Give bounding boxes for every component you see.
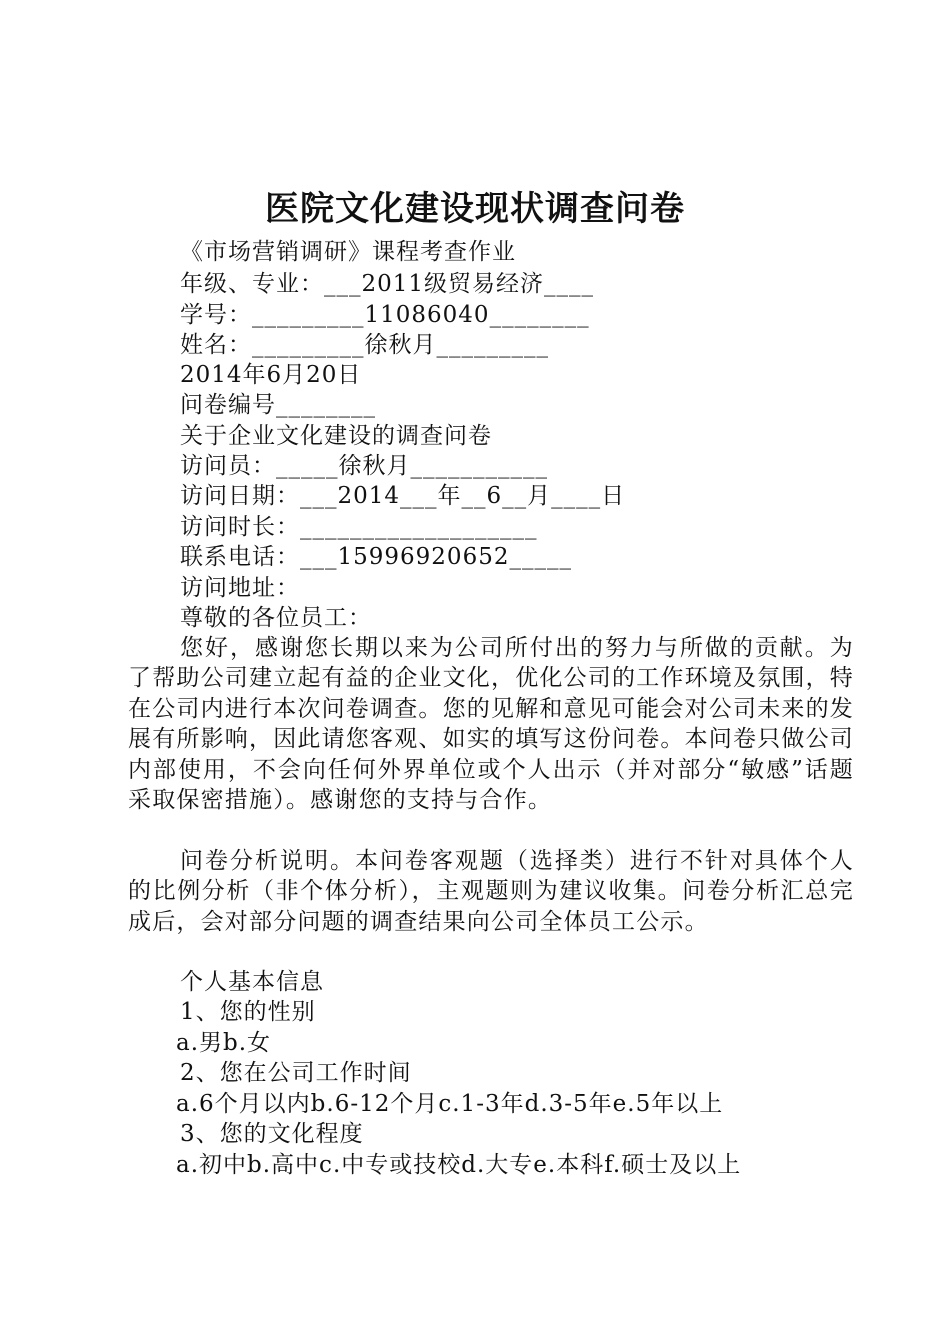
question-1: 1、您的性别 bbox=[180, 999, 316, 1025]
question-1-options: a.男b.女 bbox=[176, 1030, 272, 1056]
address-line: 访问地址： bbox=[180, 575, 300, 601]
subject-line: 关于企业文化建设的调查问卷 bbox=[180, 423, 492, 449]
grade-major-line: 年级、专业：___2011级贸易经济____ bbox=[180, 271, 595, 297]
interview-date-line: 访问日期：___2014___年__6__月____日 bbox=[180, 483, 626, 509]
analysis-paragraph: 问卷分析说明。本问卷客观题（选择类）进行不针对具体个人的比例分析（非个体分析），主观题则为建议收集。问卷分析汇总完成后，会对部分问题的调查结果向公司全体员工公示。 bbox=[128, 848, 854, 935]
question-3: 3、您的文化程度 bbox=[180, 1121, 364, 1147]
document-title: 医院文化建设现状调查问卷 bbox=[265, 189, 685, 229]
question-3-options: a.初中b.高中c.中专或技校d.大专e.本科f.硕士及以上 bbox=[176, 1152, 742, 1178]
question-2-options: a.6个月以内b.6-12个月c.1-3年d.3-5年e.5年以上 bbox=[176, 1091, 724, 1117]
question-2: 2、您在公司工作时间 bbox=[180, 1060, 412, 1086]
section-heading: 个人基本信息 bbox=[180, 969, 324, 995]
questionnaire-number-line: 问卷编号________ bbox=[180, 392, 376, 418]
interviewer-line: 访问员：_____徐秋月___________ bbox=[180, 453, 548, 479]
salutation-line: 尊敬的各位员工： bbox=[180, 605, 372, 631]
phone-line: 联系电话：___15996920652_____ bbox=[180, 544, 572, 570]
course-line: 《市场营销调研》课程考查作业 bbox=[180, 239, 516, 265]
date-line: 2014年6月20日 bbox=[180, 362, 362, 388]
name-line: 姓名：_________徐秋月_________ bbox=[180, 332, 549, 358]
student-id-line: 学号：_________11086040________ bbox=[180, 302, 590, 328]
intro-paragraph: 您好，感谢您长期以来为公司所付出的努力与所做的贡献。为了帮助公司建立起有益的企业文化，优化公司的工作环境及氛围，特在公司内进行本次问卷调查。您的见解和意见可能会对公司未来的发展有所影响，因此请您客观、如实的填写这份问卷。本问卷只做公司内部使用，不会向任何外界单位或个人出示（并对部分“敏感”话题采取保密措施）。感谢您的支持与合作。 bbox=[128, 635, 854, 814]
interview-duration-line: 访问时长：___________________ bbox=[180, 514, 538, 540]
